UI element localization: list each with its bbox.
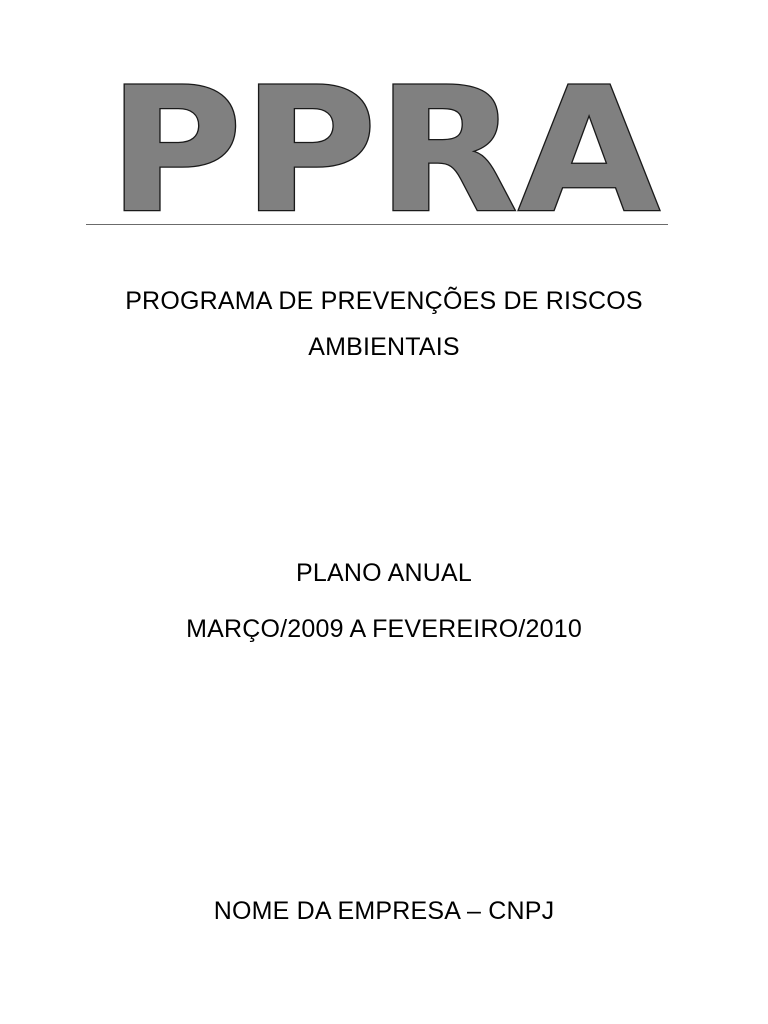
program-title-line-1: PROGRAMA DE PREVENÇÕES DE RISCOS <box>125 287 643 315</box>
ppra-logo-text: PPRA <box>108 70 660 220</box>
plan-label: PLANO ANUAL <box>296 559 472 587</box>
ppra-wordart-logo <box>100 70 668 220</box>
program-title-line-2: AMBIENTAIS <box>308 333 460 361</box>
company-line: NOME DA EMPRESA – CNPJ <box>213 897 555 925</box>
ppra-wordart-svg <box>100 70 668 220</box>
plan-period: MARÇO/2009 A FEVEREIRO/2010 <box>186 615 582 643</box>
title-divider <box>86 224 668 225</box>
